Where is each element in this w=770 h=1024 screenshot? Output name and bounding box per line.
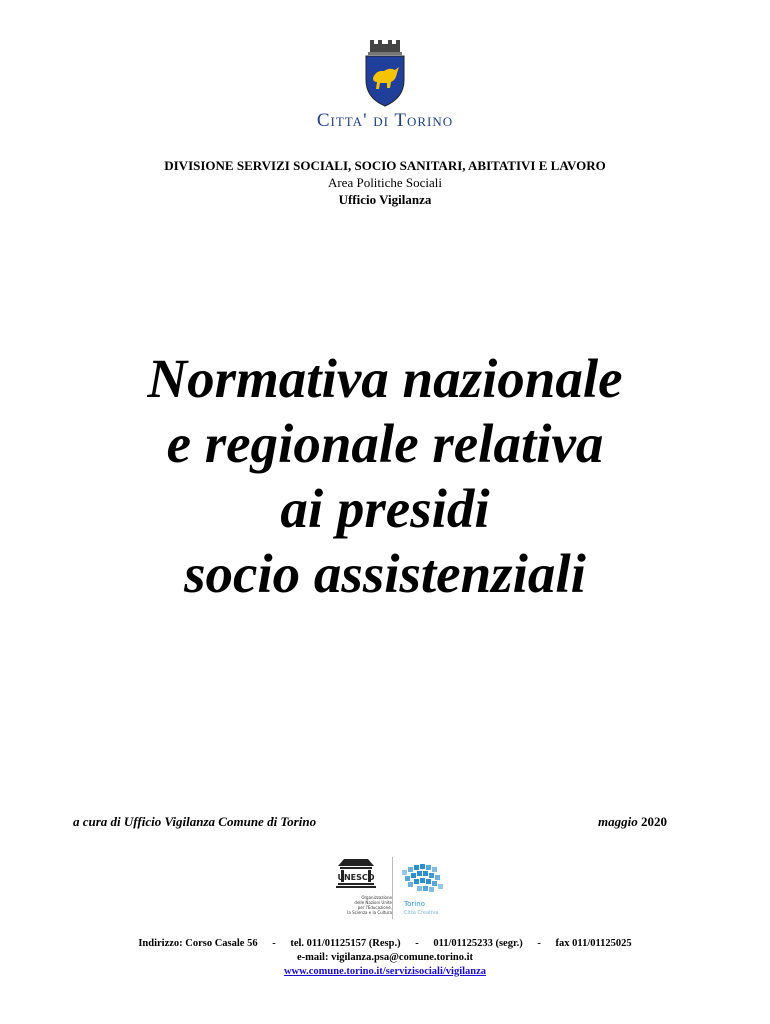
- torino-creative-city-logo-icon: [398, 860, 450, 918]
- title-line-1: Normativa nazionale: [147, 348, 623, 409]
- footer-email: e-mail: vigilanza.psa@comune.torino.it: [296, 952, 473, 963]
- footer-tel: tel. 011/01125157 (Resp.): [290, 938, 401, 949]
- crest-container: [0, 40, 770, 113]
- torino-logo-title: Torino: [404, 900, 425, 908]
- area-heading: Area Politiche Sociali: [327, 175, 443, 190]
- division-heading: DIVISIONE SERVIZI SOCIALI, SOCIO SANITARI, ABITATIVI E LAVORO: [164, 158, 606, 173]
- title-line-4: socio assistenziali: [184, 543, 586, 604]
- unesco-caption-1: Organizzazione: [361, 895, 392, 900]
- unesco-caption-2: delle Nazioni Unite: [354, 900, 392, 905]
- date-year: 2020: [641, 814, 667, 829]
- footer-fax: fax 011/01125025: [555, 938, 632, 949]
- footer-website-line: [0, 966, 770, 977]
- footer-tel-secretary: 011/01125233 (segr.): [433, 938, 523, 949]
- website-link[interactable]: www.comune.torino.it/servizisociali/vigilanza: [283, 966, 487, 977]
- torino-logo-subtitle: Città Creativa: [404, 910, 439, 916]
- title-line-3: ai presidi: [280, 478, 490, 539]
- footer-separator: -: [415, 938, 419, 949]
- footer-contact-line: [0, 938, 770, 949]
- footer-address: Indirizzo: Corso Casale 56: [138, 938, 258, 949]
- unesco-caption-3: per l'Educazione,: [357, 905, 392, 910]
- credit-line: a cura di Ufficio Vigilanza Comune di Torino: [73, 814, 317, 829]
- logo-divider: [392, 857, 393, 919]
- unesco-caption-4: la Scienza e la Cultura: [347, 910, 392, 915]
- publication-date: [598, 814, 667, 830]
- unesco-logo-icon: [318, 857, 394, 919]
- unesco-text: UNESCO: [337, 873, 375, 882]
- footer-separator: -: [537, 938, 541, 949]
- footer-separator: -: [272, 938, 276, 949]
- office-heading: Ufficio Vigilanza: [338, 192, 432, 207]
- city-name: Citta' di Torino: [316, 110, 454, 131]
- date-month: maggio: [598, 814, 638, 829]
- document-title: [0, 346, 770, 606]
- torino-crest-icon: [360, 40, 410, 108]
- title-line-2: e regionale relativa: [166, 413, 604, 474]
